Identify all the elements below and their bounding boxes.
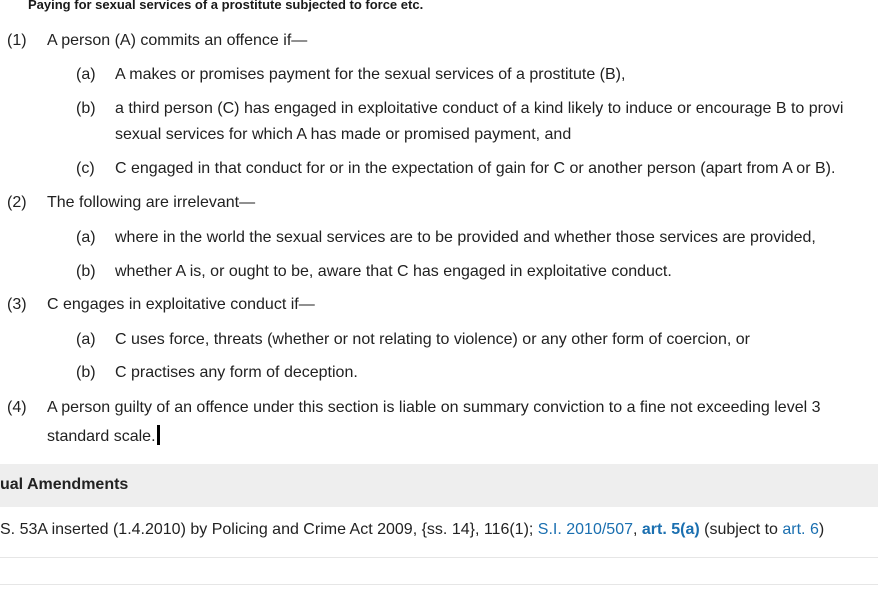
subsection-text-line-2: standard scale. [47,428,156,445]
paragraph-text: C practises any form of deception. [115,364,358,381]
subsection-number: (1) [7,32,27,49]
paragraph-text-line-2: sexual services for which A has made or promised payment, and [115,126,572,143]
text-cursor-bracket [157,425,160,445]
divider [0,557,878,558]
paragraph-number: (a) [76,66,96,83]
subsection-text: C engages in exploitative conduct if— [47,296,315,313]
paragraph-number: (c) [76,160,95,177]
paragraph-text: whether A is, or ought to be, aware that C has engaged in exploitative conduct. [115,263,672,280]
paragraph-number: (a) [76,229,96,246]
article-6-link[interactable]: art. 6 [782,521,819,538]
annotation-suffix-text: ) [818,521,825,538]
annotation-text: S. 53A inserted (1.4.2010) by Policing and Crime Act 2009, {ss. 14}, 116(1); [0,521,538,538]
paragraph-text: A makes or promises payment for the sexual services of a prostitute (B), [115,66,626,83]
separator-text: , [632,521,642,538]
paragraph-number: (b) [76,100,96,117]
amendments-title: ual Amendments [0,476,129,493]
paragraph-text: C engaged in that conduct for or in the expectation of gain for C or another person (apart from A or B). [115,160,836,177]
subsection-text-line-1: A person guilty of an offence under this section is liable on summary conviction to a fine not exceeding level 3 [47,399,821,416]
divider [0,584,878,585]
subsection-text-line-2-wrapper [47,425,160,447]
article-5a-link[interactable]: art. 5(a) [641,521,700,538]
paragraph-text-line-1: a third person (C) has engaged in exploitative conduct of a kind likely to induce or encourage B to provi [115,100,844,117]
si-link[interactable]: S.I. 2010/507 [537,521,633,538]
subsection-text: The following are irrelevant— [47,194,256,211]
paragraph-text: where in the world the sexual services are to be provided and whether those services are provided, [115,229,816,246]
paragraph-number: (a) [76,331,96,348]
section-heading: Paying for sexual services of a prostitute subjected to force etc. [28,0,424,12]
amendments-header-band [0,464,878,507]
subsection-text: A person (A) commits an offence if— [47,32,308,49]
subsection-number: (2) [7,194,27,211]
paragraph-number: (b) [76,364,96,381]
paragraph-number: (b) [76,263,96,280]
amendment-annotation [0,521,824,539]
subsection-number: (4) [7,399,27,416]
annotation-middle-text: (subject to [699,521,783,538]
paragraph-text: C uses force, threats (whether or not relating to violence) or any other form of coercion, or [115,331,750,348]
subsection-number: (3) [7,296,27,313]
